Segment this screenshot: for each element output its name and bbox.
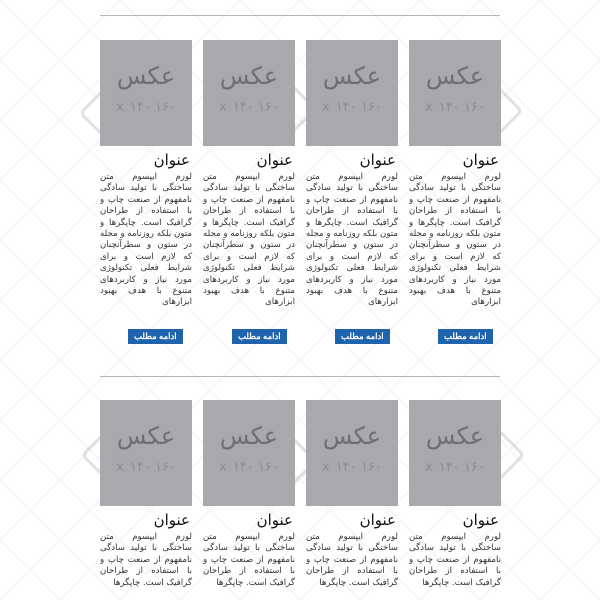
post-excerpt: لورم ایپسوم متن ساختگی با تولید سادگی نامفهوم از صنعت چاپ و با استفاده از طراحان گرافیک است. چاپگرها [306,532,398,588]
photo-dimensions: ۱۶۰ x ۱۴۰ [219,460,279,475]
photo-dimensions: ۱۶۰ x ۱۴۰ [116,100,176,115]
photo-label: عکس [219,422,279,450]
post-card [100,400,192,596]
post-excerpt: لورم ایپسوم متن ساختگی با تولید سادگی نامفهوم از صنعت چاپ و با استفاده از طراحان گرافیک است. چاپگرها و متون بلکه روزنامه و مجله در ستون و سطرآنچنان که لازم است و برای شرایط فعلی تکنولوژی مورد نیاز و کاربردهای متنوع با هدف بهبود ابزارهای [203,172,295,308]
photo-placeholder [100,400,192,506]
photo-label: عکس [425,62,485,90]
photo-placeholder [409,400,501,506]
post-card [409,400,501,596]
photo-label: عکس [425,422,485,450]
post-card [306,400,398,596]
post-excerpt: لورم ایپسوم متن ساختگی با تولید سادگی نامفهوم از صنعت چاپ و با استفاده از طراحان گرافیک است. چاپگرها و متون بلکه روزنامه و مجله در ستون و سطرآنچنان که لازم است و برای شرایط فعلی تکنولوژی مورد نیاز و کاربردهای متنوع با هدف بهبود ابزارهای [100,172,192,308]
read-more-button[interactable]: ادامه مطلب [335,329,390,344]
photo-label: عکس [219,62,279,90]
post-card [203,400,295,596]
photo-placeholder [100,40,192,146]
post-card [100,40,192,320]
photo-placeholder [306,400,398,506]
photo-placeholder [203,400,295,506]
post-excerpt: لورم ایپسوم متن ساختگی با تولید سادگی نامفهوم از صنعت چاپ و با استفاده از طراحان گرافیک است. چاپگرها [203,532,295,588]
post-excerpt: لورم ایپسوم متن ساختگی با تولید سادگی نامفهوم از صنعت چاپ و با استفاده از طراحان گرافیک است. چاپگرها و متون بلکه روزنامه و مجله در ستون و سطرآنچنان که لازم است و برای شرایط فعلی تکنولوژی مورد نیاز و کاربردهای متنوع با هدف بهبود ابزارهای [306,172,398,308]
photo-dimensions: ۱۶۰ x ۱۴۰ [116,460,176,475]
post-card [203,40,295,320]
photo-dimensions: ۱۶۰ x ۱۴۰ [425,460,485,475]
post-title: عنوان [256,511,293,529]
section-divider [100,376,500,377]
post-excerpt: لورم ایپسوم متن ساختگی با تولید سادگی نامفهوم از صنعت چاپ و با استفاده از طراحان گرافیک است. چاپگرها [409,532,501,588]
post-title: عنوان [359,151,396,169]
photo-label: عکس [322,422,382,450]
post-card [306,40,398,320]
post-title: عنوان [462,511,499,529]
post-title: عنوان [462,151,499,169]
photo-dimensions: ۱۶۰ x ۱۴۰ [425,100,485,115]
photo-placeholder [203,40,295,146]
read-more-button[interactable]: ادامه مطلب [232,329,287,344]
photo-placeholder [409,40,501,146]
read-more-button[interactable]: ادامه مطلب [128,329,183,344]
post-title: عنوان [256,151,293,169]
photo-label: عکس [116,422,176,450]
photo-dimensions: ۱۶۰ x ۱۴۰ [219,100,279,115]
photo-label: عکس [322,62,382,90]
photo-label: عکس [116,62,176,90]
photo-placeholder [306,40,398,146]
photo-dimensions: ۱۶۰ x ۱۴۰ [322,100,382,115]
post-card [409,40,501,320]
post-excerpt: لورم ایپسوم متن ساختگی با تولید سادگی نامفهوم از صنعت چاپ و با استفاده از طراحان گرافیک است. چاپگرها [100,532,192,588]
post-title: عنوان [153,511,190,529]
post-title: عنوان [153,151,190,169]
post-excerpt: لورم ایپسوم متن ساختگی با تولید سادگی نامفهوم از صنعت چاپ و با استفاده از طراحان گرافیک است. چاپگرها و متون بلکه روزنامه و مجله در ستون و سطرآنچنان که لازم است و برای شرایط فعلی تکنولوژی مورد نیاز و کاربردهای متنوع با هدف بهبود ابزارهای [409,172,501,308]
post-title: عنوان [359,511,396,529]
read-more-button[interactable]: ادامه مطلب [438,329,493,344]
section-divider [100,15,500,16]
photo-dimensions: ۱۶۰ x ۱۴۰ [322,460,382,475]
